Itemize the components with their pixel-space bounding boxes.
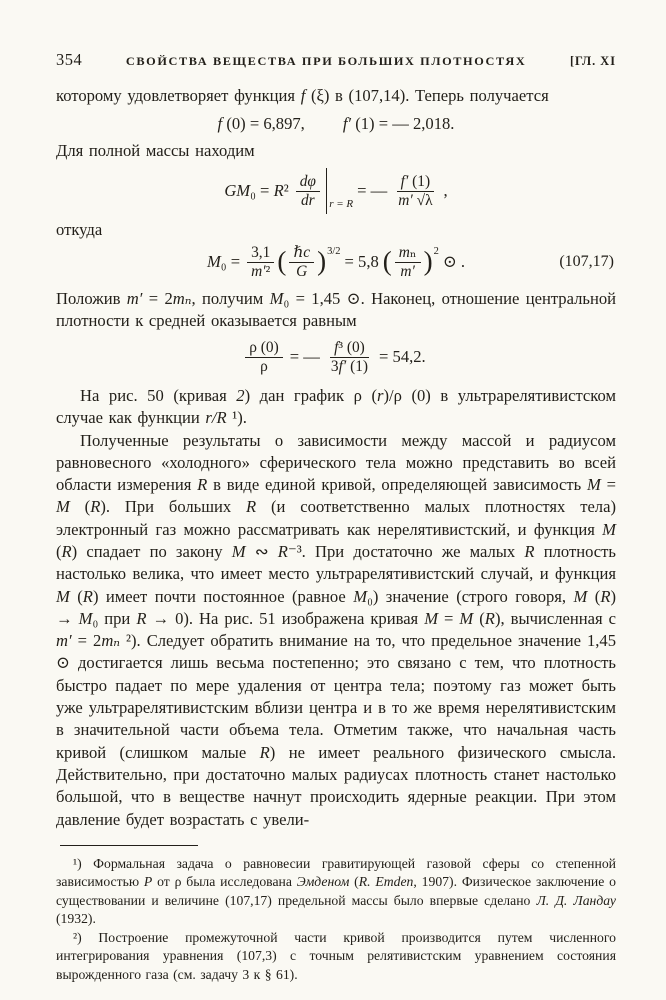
fraction-31-over-m2 xyxy=(247,244,274,281)
numerator: f′ (1) xyxy=(397,173,434,192)
page-header xyxy=(56,50,616,70)
numerator: f³ (0) xyxy=(330,339,369,358)
ratio-result: = 54,2. xyxy=(379,346,426,366)
denominator: m′ √λ xyxy=(398,191,433,209)
denominator: m′² xyxy=(251,262,271,280)
denominator: ρ xyxy=(260,357,268,375)
sun-symbol: ⊙ . xyxy=(442,251,466,271)
evaluation-subscript: r = R xyxy=(329,197,354,210)
formula-limiting-mass xyxy=(56,244,616,281)
denominator: m′ xyxy=(400,262,415,280)
footnote-2: ²) Построение промежуточной части кривой производится путем численного интегрирования уравнения (107,3) с точным релятивистским уравнением состояния вырожденного газа (см. задачу 3 к § 61). xyxy=(56,929,616,982)
formula-gm0 xyxy=(56,168,616,214)
right-paren: ) xyxy=(423,245,433,276)
paragraph-fig50: На рис. 50 (кривая 2) дан график ρ (r)/ρ (0) в ультрарелятивистском случае как функции r/R ¹). xyxy=(56,385,617,428)
formula-f1-value: f′ (1) = — 2,018. xyxy=(342,114,455,134)
numerator: mₙ xyxy=(395,244,421,263)
exponent-three-halves: 3/2 xyxy=(327,245,341,257)
footnote-rule xyxy=(60,845,198,846)
denominator: G xyxy=(296,262,308,280)
paragraph-mass-radius-discussion: Полученные результаты о зависимости между массой и радиусом равновесного «холодного» сферического тела можно представить во всей области измерения R в виде единой кривой, определяющей зависимость M = M (R). При больших R (и соответственно малых плотностях тела) электронный газ можно рассматривать как нерелятивистский, и функция M (R) спадает по закону M ∾ R⁻³. При достаточно же малых R плотность настолько велика, что имеет место ультрарелятивистский случай, и функция M (R) имеет почти постоянное (равное M₀) значение (строго говоря, M (R) → M₀ при R → 0). На рис. 51 изображена кривая M = M (R), вычисленная с m′ = 2mₙ ²). Следует обратить внимание на то, что предельное значение 1,45 ⊙ достигается лишь весьма постепенно; это связано с тем, что плотность быстро падает по мере удаления от центра тела; поэтому газ может быть уже ультрарелятивистским вблизи центра и в то же время нерелятивистским в значительной части объема тела. Отметим также, что начальная часть кривой (слишком малые R) не имеет реального физического смысла. Действительно, при достаточно малых радиусах плотность станет настолько большой, что в веществе начнут происходить ядерные реакции. При этом давление будет возрастать с увели- xyxy=(56,430,617,829)
m0-left-side: M₀ = xyxy=(206,251,241,271)
fraction-f1-over-m-lambda xyxy=(394,173,436,210)
gm0-equals-minus: = — xyxy=(357,180,388,200)
vertical-bar xyxy=(326,168,327,214)
paragraph-polozhiv: Положив m′ = 2mₙ, получим M₀ = 1,45 ⊙. Наконец, отношение центральной плотности к средней оказывается равным xyxy=(56,288,616,331)
numerator: 3,1 xyxy=(247,244,274,263)
numerator: ℏc xyxy=(289,244,314,263)
formula-density-ratio xyxy=(56,339,616,376)
paragraph-total-mass-lead: Для полной массы находим xyxy=(56,141,255,161)
fraction-mn-over-m xyxy=(395,244,421,281)
numerator: ρ (0) xyxy=(245,339,282,358)
page-number: 354 xyxy=(56,50,83,69)
fraction-rho0-over-rho-mean xyxy=(245,339,282,376)
evaluation-bar xyxy=(326,168,353,214)
right-paren: ) xyxy=(317,245,327,276)
exponent-two: 2 xyxy=(433,245,439,257)
equation-number: (107,17) xyxy=(559,253,614,271)
formula-f0-value: f (0) = 6,897, xyxy=(217,114,305,134)
denominator: dr xyxy=(300,191,315,209)
gm0-comma: , xyxy=(443,180,448,200)
fraction-dphi-dr xyxy=(296,173,320,210)
m0-equals-58: = 5,8 xyxy=(344,251,379,271)
paragraph-continuation: которому удовлетворяет функция f (ξ) в (107,14). Теперь получается xyxy=(56,86,549,105)
fraction-f3-over-3f1 xyxy=(327,339,372,376)
chapter-marker: [ГЛ. XI xyxy=(569,54,616,68)
fraction-hbar-c-over-G xyxy=(289,244,314,281)
numerator: dφ xyxy=(296,173,320,192)
ratio-equals-minus: = — xyxy=(289,346,320,366)
running-title: СВОЙСТВА ВЕЩЕСТВА ПРИ БОЛЬШИХ ПЛОТНОСТЯХ xyxy=(125,54,527,68)
left-paren: ( xyxy=(277,245,287,276)
denominator: 3f′ (1) xyxy=(330,357,369,375)
paragraph-otkuda: откуда xyxy=(56,220,103,240)
formula-f-values xyxy=(56,114,616,135)
footnote-1: ¹) Формальная задача о равновесии гравитирующей газовой сферы со степенной зависимостью P от ρ была исследована Эмденом (R. Emden, 1907). Физическое заключение о существовании и величине (107,17) предельной массы было впервые сделано Л. Д. Ландау (1932). xyxy=(56,855,617,927)
left-paren: ( xyxy=(382,245,392,276)
gm0-left-side: GM₀ = R² xyxy=(224,180,289,200)
